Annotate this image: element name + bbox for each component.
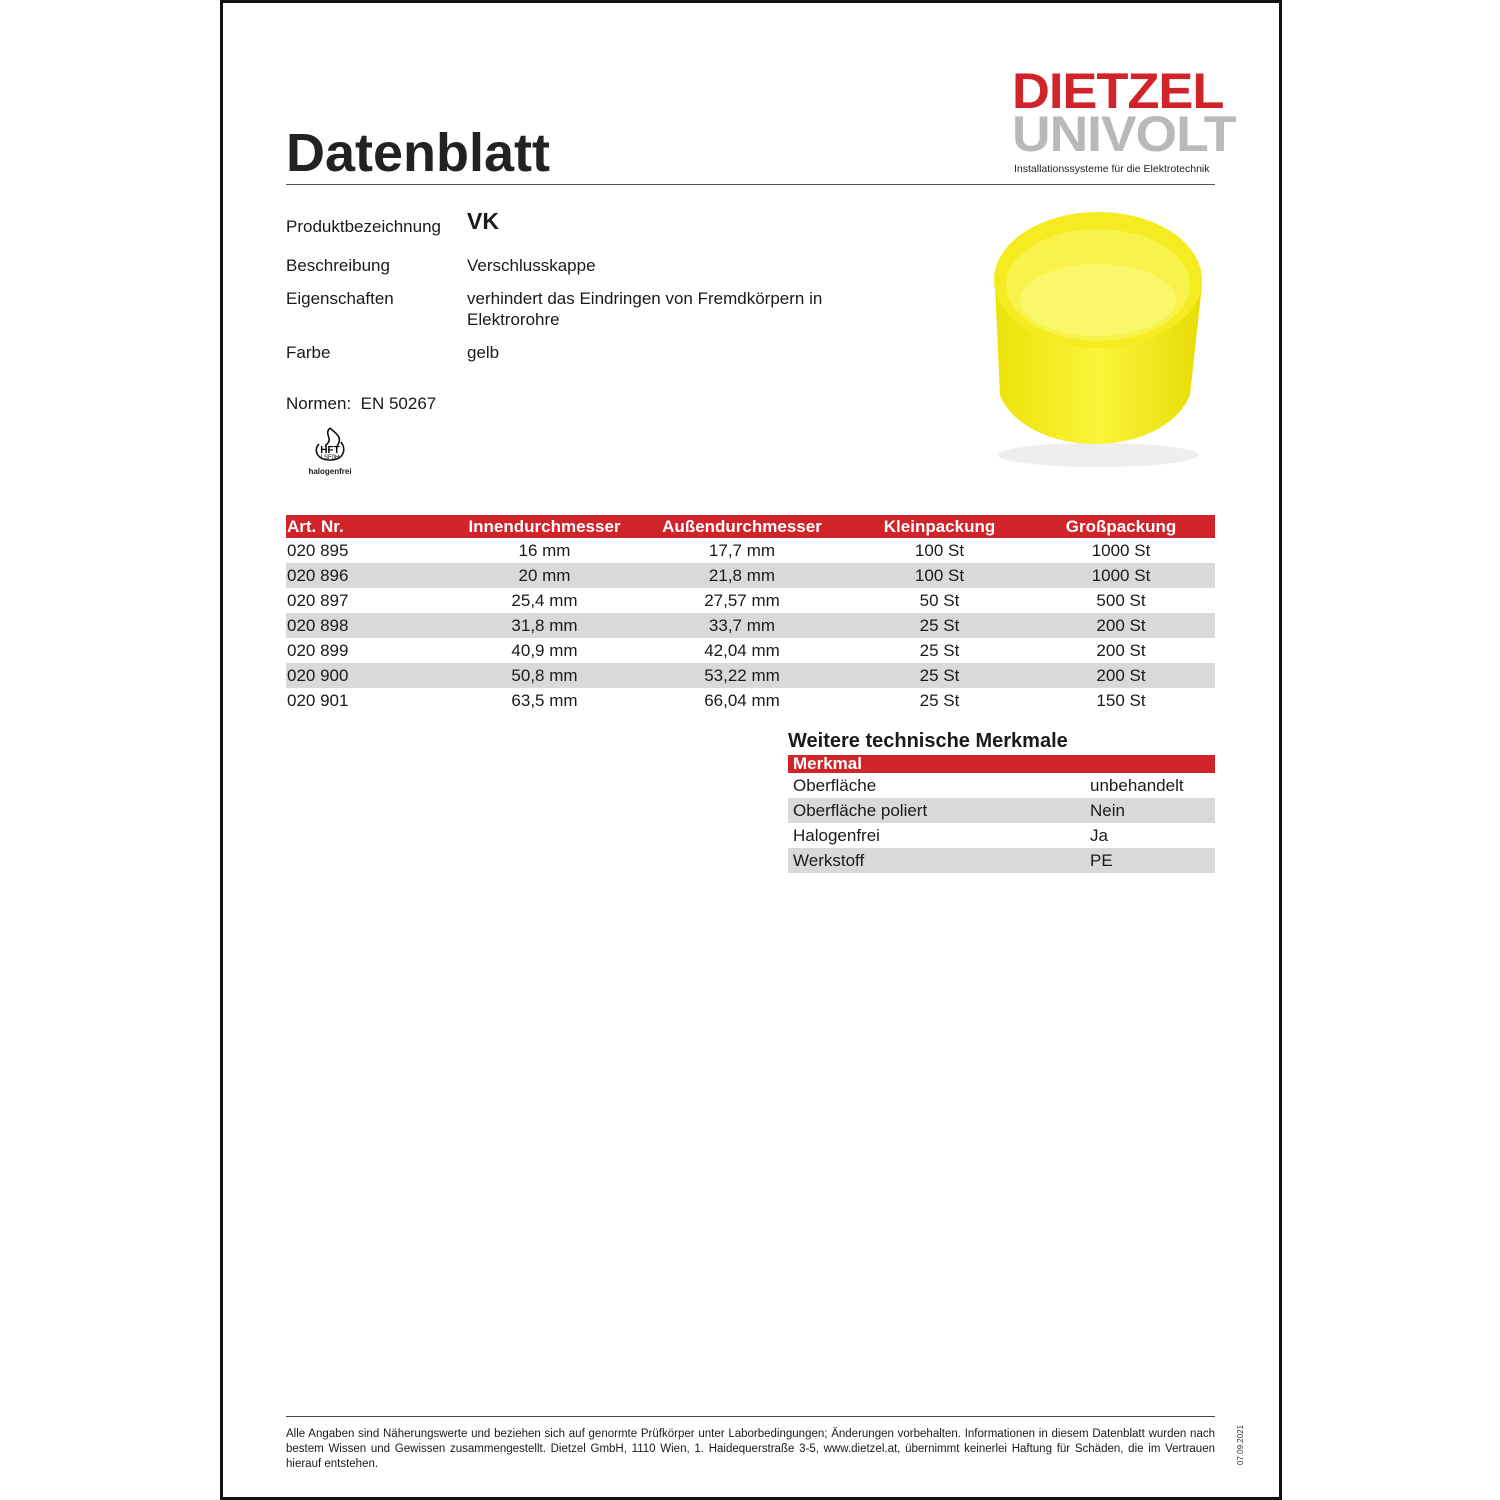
tech-label: Werkstoff: [788, 848, 1090, 873]
table-row: [286, 663, 1215, 688]
table-cell: 25,4 mm: [511, 590, 578, 610]
value-beschreibung: Verschlusskappe: [467, 256, 596, 275]
table-cell: 27,57 mm: [704, 590, 780, 610]
logo-dietzel: DIETZEL: [1012, 63, 1224, 119]
table-cell: 50 St: [919, 590, 960, 610]
tech-value: Ja: [1090, 825, 1108, 845]
tech-header: Merkmal: [788, 755, 1215, 773]
badge-caption: halogenfrei: [308, 467, 352, 476]
table-cell: 25 St: [852, 613, 1027, 638]
norms-value: EN 50267: [360, 394, 437, 413]
tech-label: Oberfläche poliert: [788, 798, 1090, 823]
table-row: [286, 638, 1215, 663]
table-row: [286, 538, 1215, 563]
col-kleinpackung: Kleinpackung: [852, 515, 1027, 538]
table-cell: 42,04 mm: [704, 640, 780, 660]
table-cell: 200 St: [1027, 663, 1215, 688]
table-cell: 33,7 mm: [632, 613, 852, 638]
footer-disclaimer: Alle Angaben sind Näherungswerte und beziehen sich auf genormte Prüfkörper unter Laborbedingungen; Änderungen vorbehalten. Informationen in diesem Datenblatt wurden nach bestem Wissen und Gewissen zusammengestellt. Dietzel GmbH, 1110 Wien, 1. Haidequerstraße 3-5, www.dietzel.at, übernimmt keinerlei Haftung für Schäden, die im Vertrauen hierauf entstehen.: [286, 1428, 1215, 1470]
tech-value: unbehandelt: [1090, 775, 1184, 795]
table-cell: 17,7 mm: [708, 540, 776, 560]
label-beschreibung: Beschreibung: [286, 256, 390, 275]
value-farbe: gelb: [467, 343, 500, 362]
value-produktbezeichnung: VK: [467, 208, 499, 234]
product-image-yellow-cap: [980, 205, 1220, 475]
header-divider: [286, 184, 1215, 185]
label-eigenschaften: Eigenschaften: [286, 289, 394, 308]
label-farbe: Farbe: [286, 343, 331, 362]
flame-icon: [307, 426, 353, 462]
table-cell: 53,22 mm: [632, 663, 852, 688]
table-cell: 020 895: [287, 540, 349, 560]
logo-univolt: UNIVOLT: [1012, 106, 1236, 162]
svg-text:LSF0H: LSF0H: [320, 455, 340, 461]
article-table: [286, 515, 1215, 713]
col-innendurchmesser: Innendurchmesser: [457, 515, 632, 538]
tech-row: [788, 848, 1215, 873]
table-header: [286, 515, 1215, 538]
table-cell: 25 St: [852, 663, 1027, 688]
footer-divider: [286, 1416, 1215, 1417]
halogen-free-badge: [300, 426, 360, 476]
tech-row: [788, 773, 1215, 798]
table-cell: 16 mm: [518, 540, 571, 560]
table-cell: 63,5 mm: [511, 690, 578, 710]
footer-date: 07.09.2021: [1236, 1424, 1245, 1465]
tech-value: Nein: [1090, 798, 1215, 823]
table-cell: 1000 St: [1091, 540, 1151, 560]
logo-tagline: Installationssysteme für die Elektrotechnik: [1014, 163, 1210, 175]
tech-table: [788, 755, 1215, 873]
table-cell: 020 901: [287, 690, 349, 710]
table-cell: 100 St: [914, 540, 965, 560]
table-cell: 40,9 mm: [511, 640, 578, 660]
col-grosspackung: Großpackung: [1027, 515, 1215, 538]
table-cell: 020 896: [286, 563, 457, 588]
tech-label: Oberfläche: [793, 775, 877, 795]
table-cell: 50,8 mm: [457, 663, 632, 688]
table-cell: 21,8 mm: [632, 563, 852, 588]
tech-title: Weitere technische Merkmale: [788, 730, 1068, 752]
col-aussendurchmesser: Außendurchmesser: [632, 515, 852, 538]
norms-label: Normen:: [286, 394, 352, 413]
tech-row: [788, 823, 1215, 848]
table-cell: 200 St: [1096, 640, 1146, 660]
table-cell: 020 897: [287, 590, 349, 610]
table-cell: 020 899: [287, 640, 349, 660]
table-cell: 100 St: [852, 563, 1027, 588]
tech-value: PE: [1090, 848, 1215, 873]
tech-row: [788, 798, 1215, 823]
table-cell: 25 St: [919, 690, 960, 710]
table-cell: 31,8 mm: [457, 613, 632, 638]
table-cell: 020 898: [286, 613, 457, 638]
table-cell: 200 St: [1027, 613, 1215, 638]
table-row: [286, 588, 1215, 613]
label-produktbezeichnung: Produktbezeichnung: [286, 217, 442, 236]
tech-label: Halogenfrei: [793, 825, 880, 845]
value-eigenschaften: verhindert das Eindringen von Fremdkörpern in Elektrorohre: [467, 289, 823, 329]
table-row: [286, 688, 1215, 713]
table-row: [286, 563, 1215, 588]
table-cell: 500 St: [1096, 590, 1146, 610]
col-art-nr: Art. Nr.: [286, 515, 457, 538]
norms: [286, 394, 436, 414]
table-cell: 25 St: [919, 640, 960, 660]
table-row: [286, 613, 1215, 638]
table-cell: 1000 St: [1027, 563, 1215, 588]
table-cell: 020 900: [286, 663, 457, 688]
page-title: Datenblatt: [286, 123, 551, 183]
svg-text:HFT: HFT: [320, 445, 340, 456]
table-cell: 150 St: [1096, 690, 1146, 710]
table-cell: 20 mm: [457, 563, 632, 588]
table-cell: 66,04 mm: [704, 690, 780, 710]
